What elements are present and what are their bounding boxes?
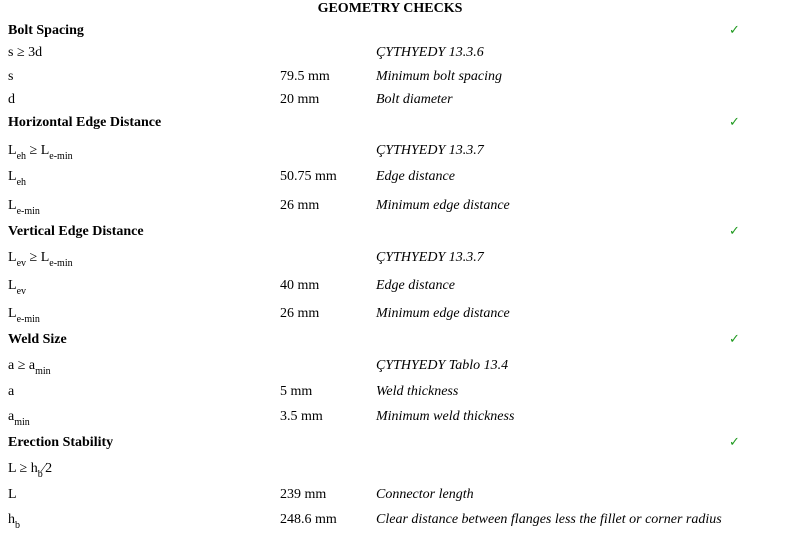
section-header [0, 221, 810, 243]
description: Bolt diameter [376, 92, 453, 107]
condition-row [0, 140, 810, 162]
description: Edge distance [376, 169, 455, 184]
formula-operator: ≥ [16, 461, 31, 476]
symbol [8, 512, 20, 531]
formula-rhs: 3d [28, 45, 43, 60]
checkmark-icon: ✓ [729, 435, 740, 450]
formula-rhs-subscript: b [37, 469, 43, 480]
symbol [8, 169, 27, 188]
value: 20 mm [280, 92, 320, 107]
value-row [0, 166, 810, 188]
symbol-base: L [8, 169, 17, 184]
description: Edge distance [376, 278, 455, 293]
symbol [8, 278, 27, 297]
description: Clear distance between flanges less the fillet or corner radius [376, 512, 722, 527]
value: 248.6 mm [280, 512, 337, 527]
checkmark-icon: ✓ [729, 115, 740, 130]
value-row [0, 509, 810, 531]
description: Minimum edge distance [376, 306, 510, 321]
symbol-subscript: eh [16, 177, 27, 188]
formula-operator: ≥ [13, 45, 29, 60]
formula-operator: ≥ [14, 358, 29, 373]
symbol-base: L [8, 278, 17, 293]
symbol [8, 306, 40, 325]
code-reference: ÇYTHYEDY Tablo 13.4 [376, 358, 509, 373]
formula-lhs-subscript: eh [16, 151, 27, 162]
section-header [0, 20, 810, 42]
value: 40 mm [280, 278, 320, 293]
description: Weld thickness [376, 384, 459, 399]
symbol [8, 69, 13, 85]
condition-row [0, 42, 810, 64]
formula-rhs-subscript: e-min [49, 258, 73, 269]
symbol-subscript: min [14, 417, 30, 428]
value-row [0, 89, 810, 111]
description: Minimum bolt spacing [376, 69, 502, 84]
formula-lhs: L [8, 143, 17, 158]
value: 3.5 mm [280, 409, 323, 424]
formula-rhs-subscript: e-min [49, 151, 73, 162]
symbol-base: L [8, 198, 17, 213]
formula-lhs: s [8, 45, 14, 60]
section-title: Bolt Spacing [8, 23, 84, 38]
symbol-subscript: ev [16, 286, 27, 297]
value: 239 mm [280, 487, 327, 502]
condition-formula [8, 45, 42, 61]
formula-lhs-subscript: ev [16, 258, 27, 269]
symbol [8, 198, 40, 217]
symbol-base: d [8, 92, 15, 107]
condition-formula [8, 143, 73, 162]
symbol-subscript: b [15, 520, 20, 531]
formula-rhs: h [30, 461, 38, 476]
section-header [0, 432, 810, 454]
description: Connector length [376, 487, 474, 502]
symbol-subscript: e-min [16, 206, 40, 217]
value-row [0, 66, 810, 88]
formula-rhs-tail: ∕2 [42, 461, 53, 476]
symbol [8, 487, 17, 503]
symbol-base: a [8, 384, 15, 399]
value-row [0, 275, 810, 297]
symbol-base: L [8, 487, 17, 502]
formula-operator: ≥ [26, 250, 41, 265]
value-row [0, 484, 810, 506]
code-reference: ÇYTHYEDY 13.3.6 [376, 45, 484, 60]
description: Minimum weld thickness [376, 409, 515, 424]
value: 5 mm [280, 384, 313, 399]
checkmark-icon: ✓ [729, 332, 740, 347]
condition-formula [8, 461, 53, 480]
condition-row [0, 247, 810, 269]
formula-lhs: L [8, 250, 17, 265]
symbol-base: h [8, 512, 15, 527]
section-title: Vertical Edge Distance [8, 224, 144, 239]
value-row [0, 406, 810, 428]
symbol-subscript: e-min [16, 314, 40, 325]
symbol [8, 384, 14, 400]
code-reference: ÇYTHYEDY 13.3.7 [376, 143, 484, 158]
condition-formula [8, 250, 73, 269]
section-header [0, 112, 810, 134]
formula-rhs: L [40, 143, 50, 158]
formula-rhs-subscript: min [35, 366, 51, 377]
condition-row [0, 355, 810, 377]
value-row [0, 303, 810, 325]
checkmark-icon: ✓ [729, 224, 740, 239]
description: Minimum edge distance [376, 198, 510, 213]
code-reference: ÇYTHYEDY 13.3.7 [376, 250, 484, 265]
value: 26 mm [280, 306, 320, 321]
value: 50.75 mm [280, 169, 337, 184]
checkmark-icon: ✓ [729, 23, 740, 38]
section-title: Weld Size [8, 332, 67, 347]
symbol-base: s [8, 69, 14, 84]
section-header [0, 329, 810, 351]
section-title: Erection Stability [8, 435, 114, 450]
section-title: Horizontal Edge Distance [8, 115, 162, 130]
symbol [8, 92, 15, 108]
formula-lhs: L [8, 461, 17, 476]
symbol [8, 409, 30, 428]
symbol-base: a [8, 409, 15, 424]
symbol-base: L [8, 306, 17, 321]
value-row [0, 195, 810, 217]
condition-formula [8, 358, 51, 377]
formula-operator: ≥ [26, 143, 41, 158]
formula-lhs: a [8, 358, 15, 373]
formula-rhs: L [40, 250, 50, 265]
formula-rhs: a [28, 358, 36, 373]
value: 26 mm [280, 198, 320, 213]
condition-row [0, 458, 810, 480]
page-title: GEOMETRY CHECKS [317, 1, 463, 16]
value: 79.5 mm [280, 69, 330, 84]
value-row [0, 381, 810, 403]
